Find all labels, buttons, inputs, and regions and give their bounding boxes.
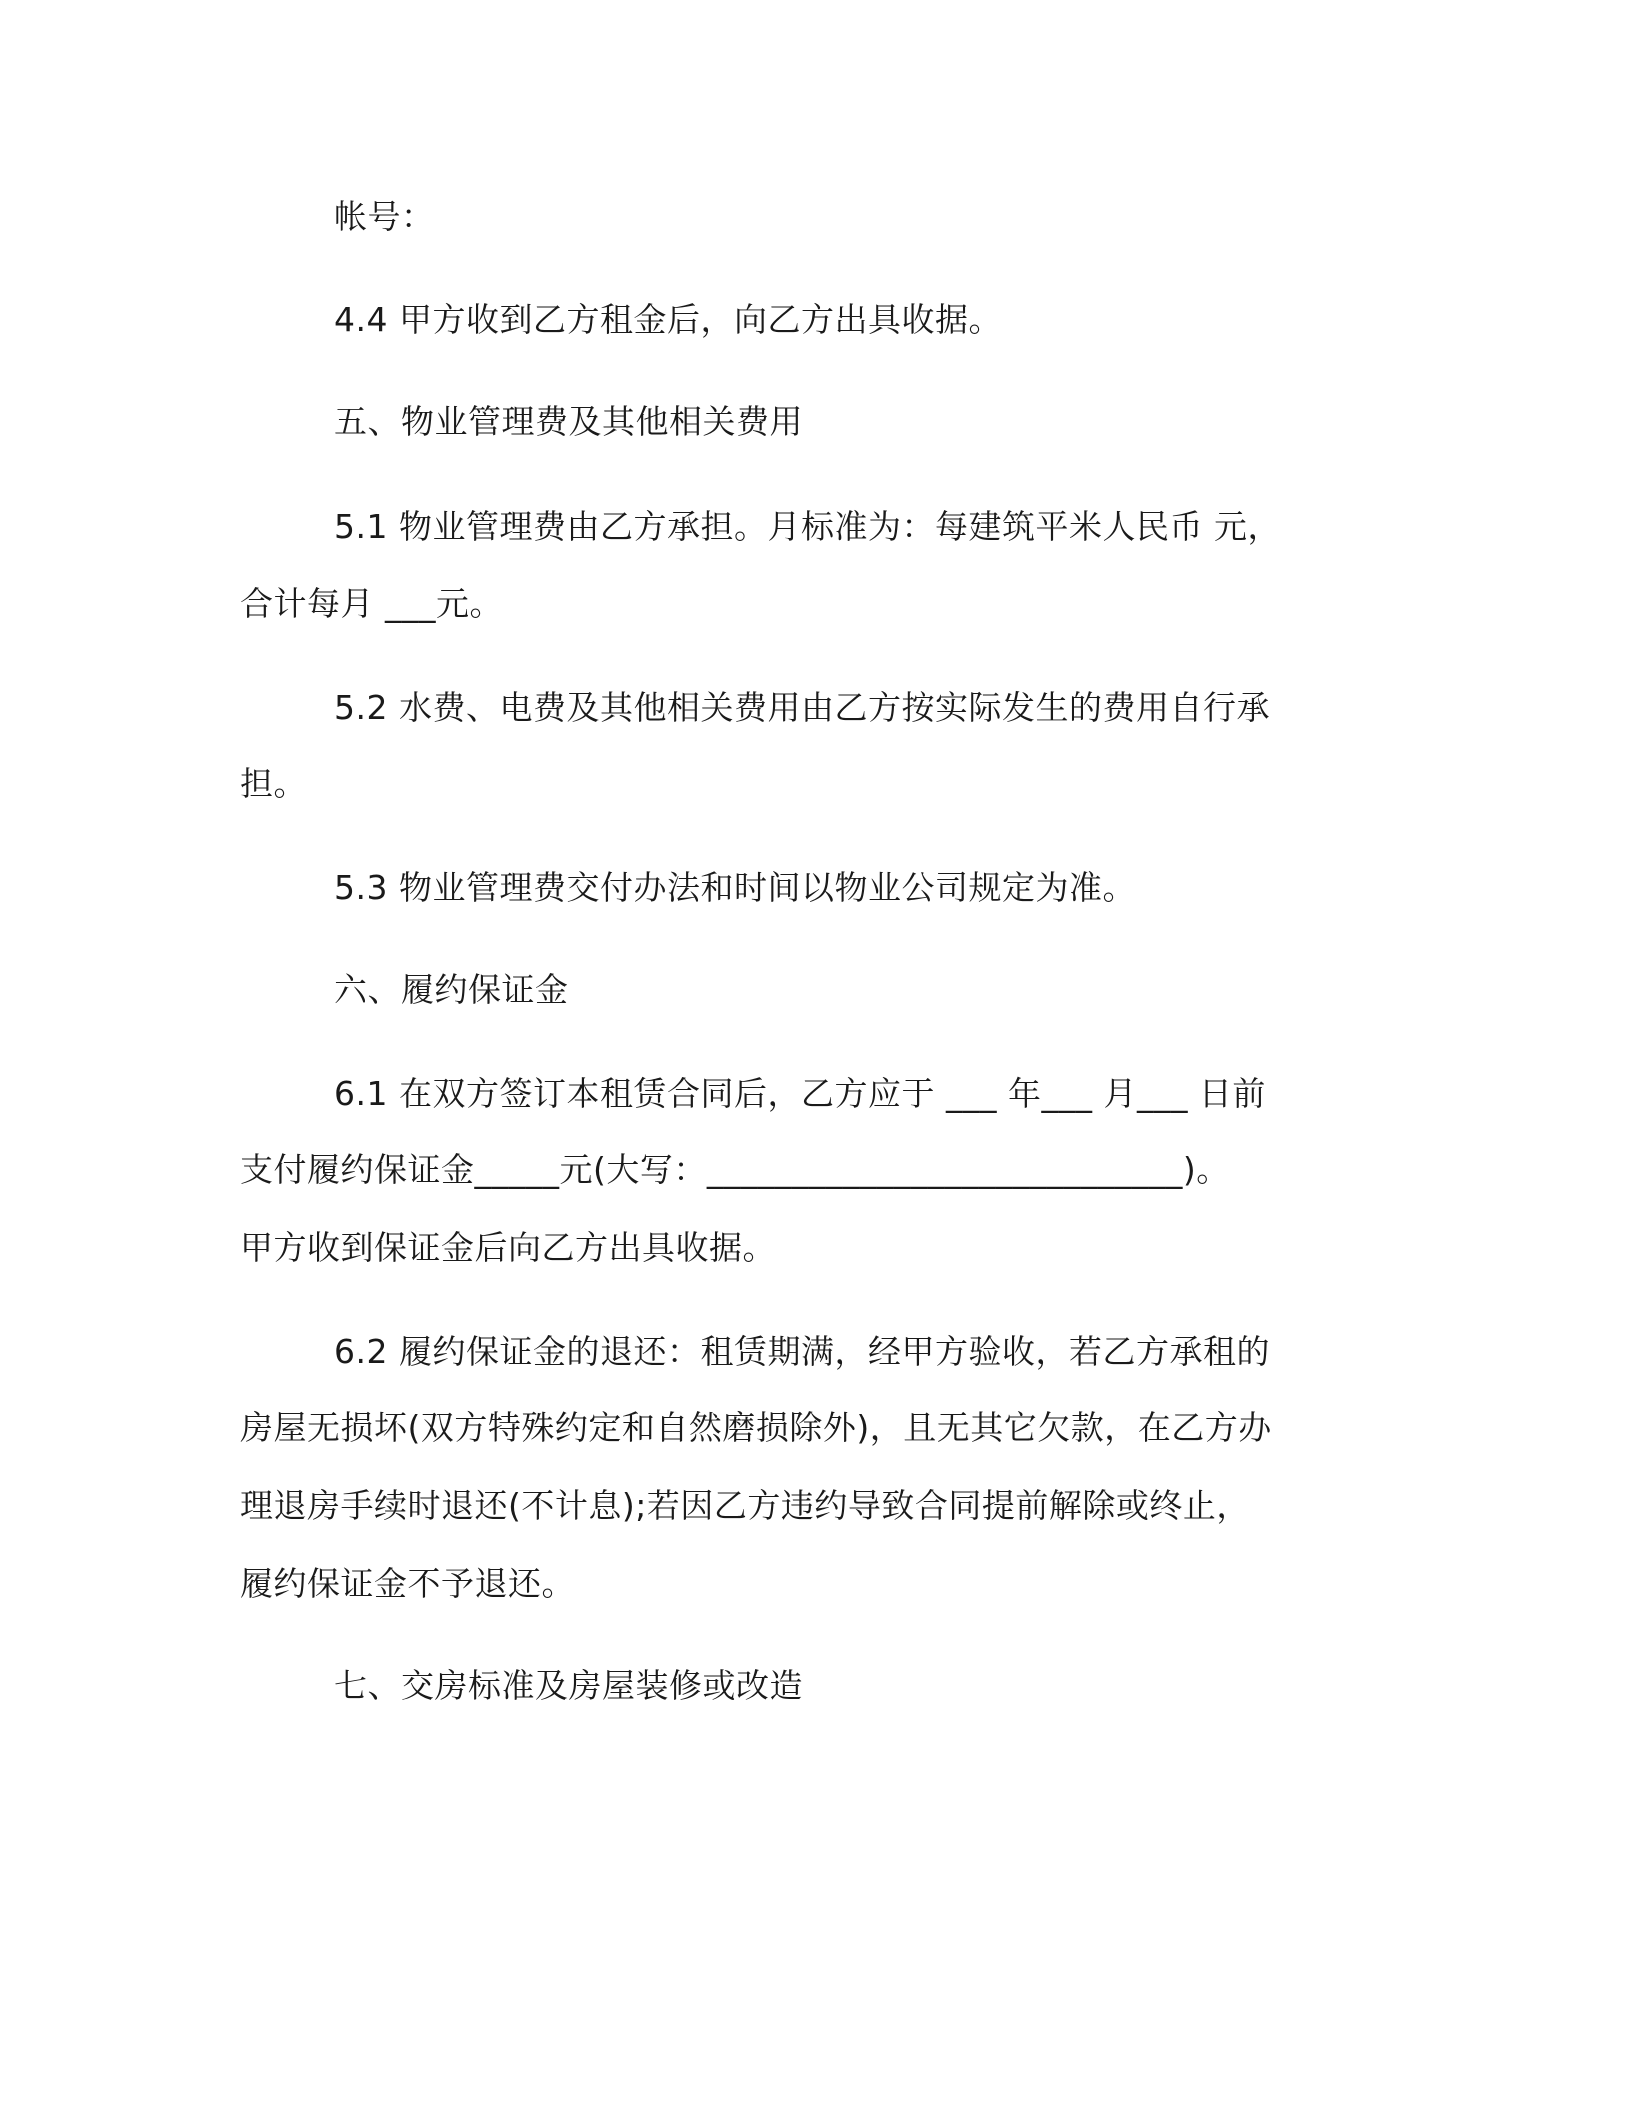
clause-6-2-line2: 房屋无损坏(双方特殊约定和自然磨损除外)，且无其它欠款，在乙方办 [240, 1408, 1272, 1447]
clause-4-4: 4.4 甲方收到乙方租金后，向乙方出具收据。 [334, 300, 1002, 339]
clause-6-2-line1: 6.2 履约保证金的退还：租赁期满，经甲方验收，若乙方承租的 [334, 1332, 1270, 1371]
account-label: 帐号： [334, 197, 435, 236]
clause-6-1-line2: 支付履约保证金_____元(大写：____________________________)。 [240, 1150, 1230, 1189]
clause-6-1-line1: 6.1 在双方签订本租赁合同后，乙方应于 ___ 年___ 月___ 日前 [334, 1074, 1266, 1113]
clause-6-1-line3: 甲方收到保证金后向乙方出具收据。 [240, 1228, 776, 1267]
clause-5-2-line1: 5.2 水费、电费及其他相关费用由乙方按实际发生的费用自行承 [334, 688, 1270, 727]
clause-6-2-line3: 理退房手续时退还(不计息);若因乙方违约导致合同提前解除或终止， [240, 1486, 1250, 1525]
section-6-title: 六、履约保证金 [334, 970, 569, 1009]
clause-5-1-line2: 合计每月 ___元。 [240, 584, 503, 623]
section-5-title: 五、物业管理费及其他相关费用 [334, 402, 803, 441]
clause-5-3: 5.3 物业管理费交付办法和时间以物业公司规定为准。 [334, 868, 1136, 907]
clause-6-2-line4: 履约保证金不予退还。 [240, 1564, 575, 1603]
clause-5-2-line2: 担。 [240, 764, 307, 803]
section-7-title: 七、交房标准及房屋装修或改造 [334, 1666, 803, 1705]
clause-5-1-line1: 5.1 物业管理费由乙方承担。月标准为：每建筑平米人民币 元， [334, 507, 1281, 546]
